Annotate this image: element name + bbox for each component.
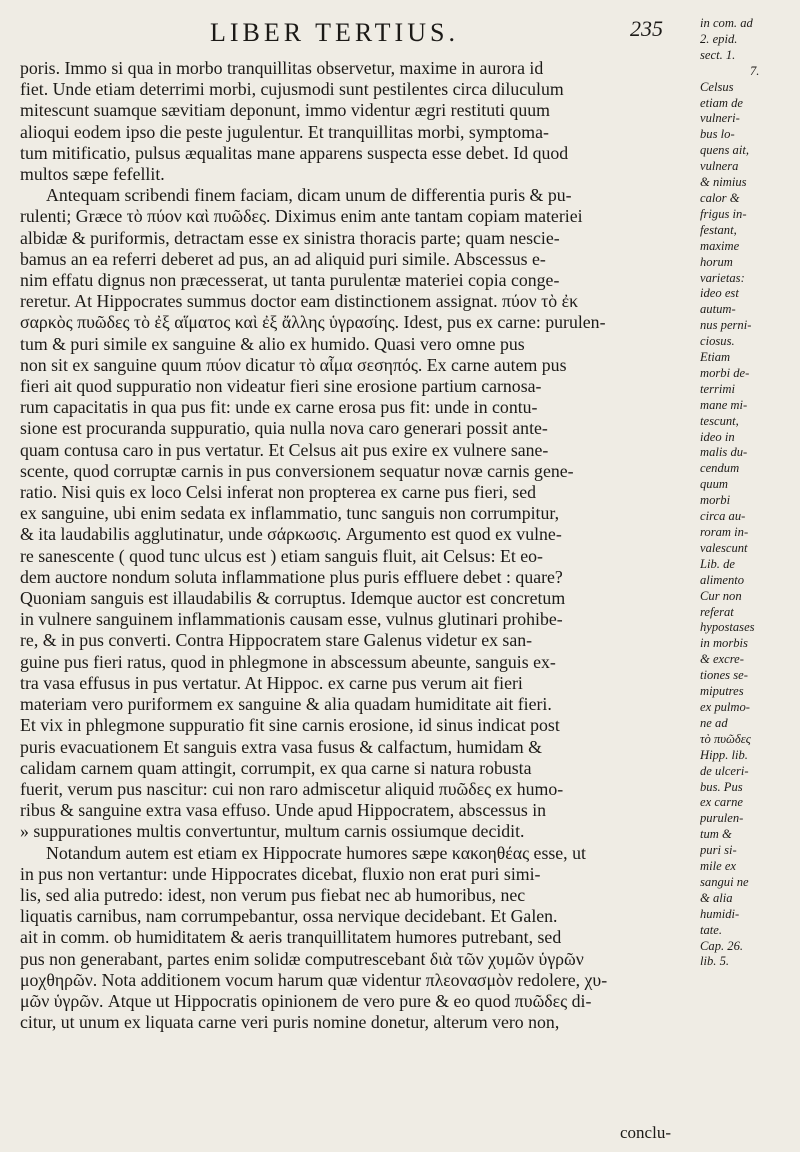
text-line: tra vasa effusus in pus vertatur. At Hippoc. ex carne pus verum ait fieri [20, 672, 523, 693]
margin-note-line: sect. 1. [700, 47, 736, 62]
margin-note-line: alimento [700, 572, 745, 587]
margin-note-line: roram in- [700, 525, 749, 539]
margin-note-line: de ulceri- [700, 763, 749, 778]
margin-note-line: autum- [700, 302, 736, 317]
text-line: μοχθηρῶν. Nota additionem vocum harum quæ videntur πλεονασμὸν redolere, χυ- [20, 969, 608, 990]
margin-note-line: Cap. 26. [700, 938, 744, 953]
text-line: μῶν ὑγρῶν. Atque ut Hippocratis opinionem de vero pure & eo quod πυῶδες di- [20, 990, 592, 1011]
margin-note-line: humidi- [700, 906, 740, 921]
margin-note-line: & excre- [700, 652, 744, 667]
margin-note-line: sangui ne [700, 874, 749, 889]
text-line: mitescunt suamque sævitiam deponunt, immo videntur ægri restituti quum [20, 100, 550, 121]
text-line: Quoniam sanguis est illaudabilis & corruptus. Idemque auctor est concretum [20, 588, 566, 609]
margin-note-line: in com. ad [700, 16, 753, 30]
text-line: fuerit, verum pus nascitur: cui non raro admiscetur aliquid πυῶδες ex humo- [20, 778, 564, 799]
margin-note-line: ideo in [700, 429, 735, 444]
margin-note-line: Hipp. lib. [700, 747, 748, 762]
margin-note-line: τὸ πυῶδες [700, 731, 751, 746]
margin-note-line: purulen- [700, 811, 744, 826]
text-line: nim effatu dignus non præcesserat, ut tanta purulentæ materiei copia conge- [20, 270, 560, 291]
margin-note-line: 2. epid. [700, 31, 738, 46]
margin-note-line: calor & [700, 190, 740, 205]
margin-note-line: tate. [700, 922, 723, 937]
margin-note-line: vulnera [700, 159, 739, 174]
text-line: in pus non vertantur: unde Hippocrates dicebat, fluxio non erat puri simi- [20, 863, 541, 884]
margin-note-line: cendum [700, 461, 740, 476]
margin-note-line: ideo est [700, 286, 739, 301]
catchword: conclu- [620, 1123, 671, 1142]
text-line: dem auctore nondum soluta inflammatione plus puris effluere debet : quare? [20, 566, 563, 587]
text-line: reretur. At Hippocrates summus doctor eam distinctionem assignat. πύον τὸ ἐκ [20, 291, 579, 312]
text-line: Et vix in phlegmone suppuratio fit sine carnis erosione, id sinus indicat post [20, 715, 560, 736]
margin-note-line: miputres [700, 684, 744, 699]
margin-note-line: tum & [700, 827, 732, 842]
text-line: fieri ait quod suppuratio non videatur fieri sine erosione partium carnosa- [20, 376, 542, 397]
margin-note-line: hypostases [700, 620, 755, 635]
text-line: ex sanguine, ubi enim sedata ex inflammatio, tunc sanguis non corrumpitur, [20, 503, 560, 524]
margin-note-line: Etiam [700, 350, 731, 365]
text-line: citur, ut unum ex liquata carne veri puris nomine donetur, alterum vero non, [20, 1012, 560, 1033]
text-line: ratio. Nisi quis ex loco Celsi inferat non propterea ex carne pus fieri, sed [20, 482, 536, 503]
margin-note-line: lib. 5. [700, 954, 730, 969]
text-line: non sit ex sanguine quum πύον dicatur τὸ αἷμα σεσηπός. Ex carne autem pus [20, 354, 567, 375]
margin-note-line: bus. Pus [700, 779, 743, 794]
text-line: rum capacitatis in qua pus fit: unde ex carne erosa pus fit: unde in contu- [20, 397, 538, 418]
margin-note-line: vulneri- [700, 111, 740, 126]
margin-note-line: horum [700, 254, 733, 269]
text-line: multos sæpe fefellit. [20, 164, 165, 185]
text-line: poris. Immo si qua in morbo tranquillitas observetur, maxime in aurora id [20, 58, 544, 78]
margin-note-line: & nimius [700, 175, 747, 190]
margin-note-line: Cur non [700, 588, 742, 603]
text-line: rulenti; Græce τὸ πύον καὶ πυῶδες. Diximus enim ante tantam copiam materiei [20, 206, 583, 227]
page-number: 235 [630, 16, 663, 41]
text-line: lis, sed alia putredo: idest, non verum pus fiebat nec ab humoribus, nec [20, 884, 526, 905]
text-line: in vulnere sanguinem inflammationis causam esse, vulnus glutinari prohibe- [20, 609, 563, 630]
margin-note-line: Lib. de [700, 556, 735, 571]
main-text-block [20, 58, 695, 1033]
margin-note-line: maxime [700, 238, 740, 253]
text-line: quam contusa caro in pus vertatur. Et Celsus ait pus exire ex vulnere sane- [20, 439, 549, 460]
margin-note-line: quens ait, [700, 143, 749, 158]
margin-note-line: valescunt [700, 540, 748, 555]
text-line: calidam carnem quam attingit, corrumpit, ex qua carne si natura robusta [20, 757, 532, 778]
text-line: alioqui eodem ipso die peste jugulentur. Et tranquillitas morbi, symptoma- [20, 121, 549, 142]
margin-note-line: ne ad [700, 715, 728, 730]
margin-note-line: ex carne [700, 795, 744, 810]
margin-note-line: referat [700, 604, 734, 619]
text-line: re, & in pus converti. Contra Hippocratem stare Galenus videtur ex san- [20, 630, 533, 651]
margin-note-line: Celsus [700, 79, 734, 94]
text-line: ribus & sanguine extra vasa effuso. Unde apud Hippocratem, abscessus in [20, 800, 547, 821]
running-header [200, 14, 700, 54]
text-line: » suppurationes multis convertuntur, multum carnis ossiumque decidit. [20, 821, 525, 842]
text-line: re sanescente ( quod tunc ulcus est ) etiam sanguis fluit, ait Celsus: Et eo- [20, 545, 543, 566]
text-line: Notandum autem est etiam ex Hippocrate humores sæpe κακοηθέας esse, ut [46, 842, 586, 863]
text-line: materiam vero puriformem ex sanguine & alia quadam humiditate ait fieri. [20, 694, 552, 715]
text-line: tum mitificatio, pulsus æqualitas mane apparens suspecta esse debet. Id quod [20, 142, 569, 163]
text-line: ait in comm. ob humiditatem & aeris tranquillitatem humores putrebant, sed [20, 927, 562, 948]
margin-note-line: tiones se- [700, 668, 748, 683]
text-line: albidæ & puriformis, detractam esse ex sinistra thoracis parte; quam nescie- [20, 227, 560, 248]
text-line: pus non generabant, partes enim solidæ computrescebant διὰ τῶν χυμῶν ὑγρῶν [20, 948, 584, 969]
text-line: & ita laudabilis agglutinatur, unde σάρκωσις. Argumento est quod ex vulne- [20, 524, 562, 545]
margin-note-line: mile ex [700, 859, 737, 874]
margin-note-line: varietas: [700, 270, 745, 285]
margin-note-line: circa au- [700, 509, 746, 524]
margin-note-line: & alia [700, 890, 733, 905]
margin-note-line: malis du- [700, 445, 748, 460]
text-line: sione est procuranda suppuratio, quia nulla nova caro generari possit ante- [20, 418, 548, 439]
margin-note-line: etiam de [700, 95, 744, 110]
text-line: Antequam scribendi finem faciam, dicam unum de differentia puris & pu- [46, 185, 572, 206]
margin-note-line: tescunt, [700, 413, 739, 428]
text-line: σαρκὸς πυῶδες τὸ ἐξ αἵματος καὶ ἐξ ἄλλης ὑγρασίης. Idest, pus ex carne: purulen- [20, 312, 606, 333]
margin-note-line: 7. [750, 63, 760, 78]
margin-note-line: morbi [700, 493, 731, 508]
margin-note-line: bus lo- [700, 127, 735, 142]
margin-note-line: frigus in- [700, 206, 747, 221]
margin-note-line: mane mi- [700, 397, 748, 412]
margin-note-line: puri si- [700, 843, 737, 858]
margin-note-line: festant, [700, 222, 737, 237]
running-title: LIBER TERTIUS. [210, 18, 459, 47]
text-line: fiet. Unde etiam deterrimi morbi, cujusmodi sunt pestilentes circa diluculum [20, 79, 564, 100]
margin-note-line: nus perni- [700, 318, 752, 333]
text-line: tum & puri simile ex sanguine & alio ex humido. Quasi vero omne pus [20, 333, 525, 354]
text-line: scente, quod corruptæ carnis in pus conversionem sequatur novæ carnis gene- [20, 460, 574, 481]
margin-note-line: terrimi [700, 381, 735, 396]
text-line: puris evacuationem Et sanguis extra vasa fusus & calfactum, humidam & [20, 736, 542, 757]
text-line: liquatis carnibus, nam corrumpebantur, ossa nervique decidebant. Et Galen. [20, 906, 558, 927]
text-line: guine pus fieri ratus, quod in phlegmone in abscessum abeunte, sanguis ex- [20, 651, 556, 672]
margin-note-line: quum [700, 477, 728, 492]
text-line: bamus an ea referri deberet ad pus, an ad aliquid puri simile. Abscessus e- [20, 248, 546, 269]
margin-note-line: ex pulmo- [700, 699, 751, 714]
marginal-notes [700, 16, 796, 970]
margin-note-line: in morbis [700, 636, 748, 651]
margin-note-line: ciosus. [700, 334, 735, 349]
margin-note-line: morbi de- [700, 365, 750, 380]
